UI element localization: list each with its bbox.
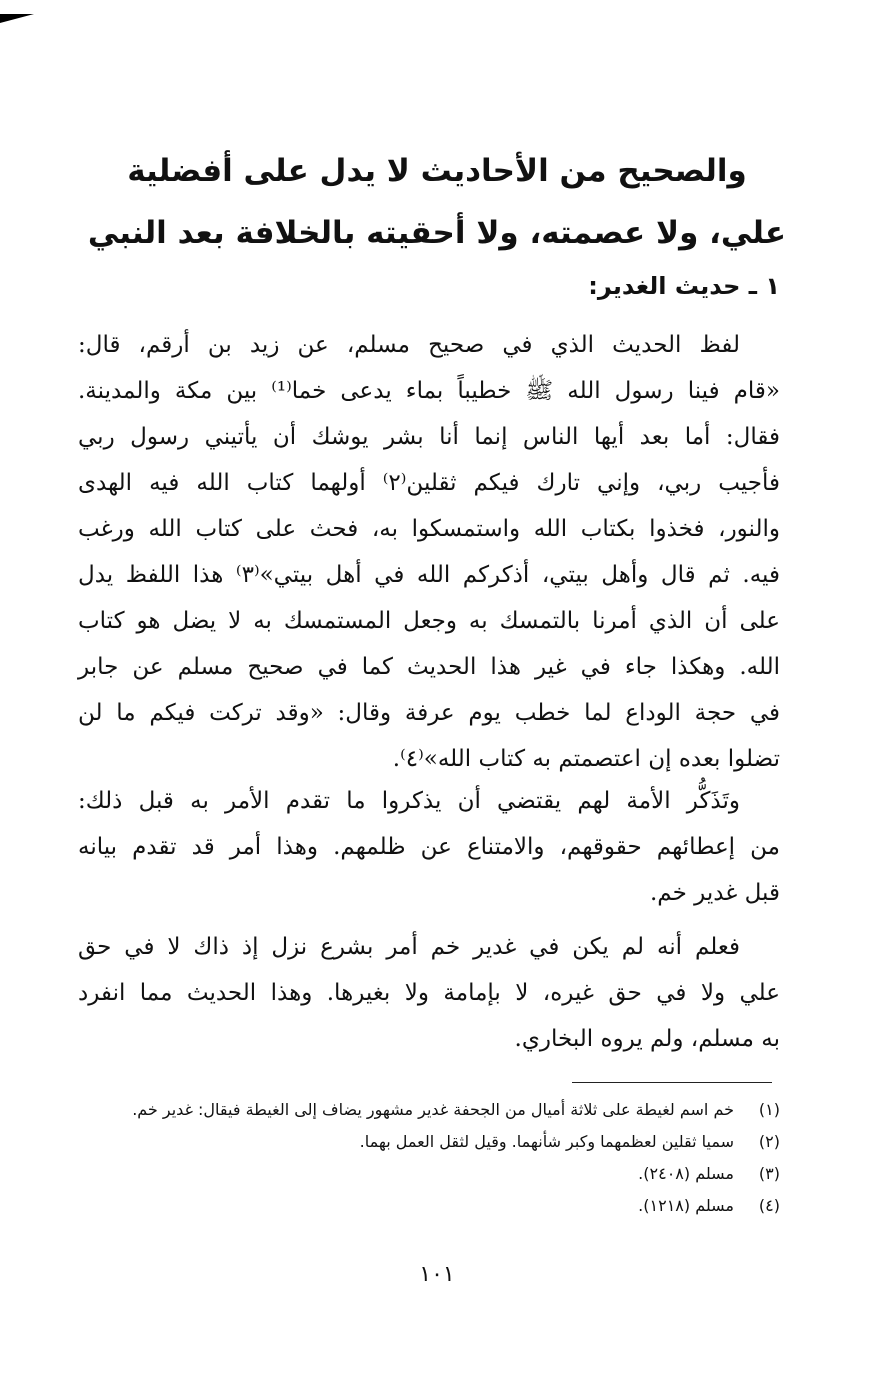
text-line: «قام فينا رسول الله ﷺ خطيباً بماء يدعى خما⁽¹⁾ بين مكة والمدينة. <box>78 378 780 404</box>
footnote-divider <box>572 1082 772 1083</box>
page-corner-mark <box>0 14 34 23</box>
footnote-text: سميا ثقلين لعظمهما وكبر شأنهما. وقيل لثقل العمل بهما. <box>359 1132 734 1151</box>
text-line: والنور، فخذوا بكتاب الله واستمسكوا به، فحث على كتاب الله ورغب <box>78 516 780 542</box>
footnote-1 <box>60 1094 780 1126</box>
text-line: فيه. ثم قال وأهل بيتي، أذكركم الله في أهل بيتي»⁽٣⁾ هذا اللفظ يدل <box>78 562 780 588</box>
chapter-title-line-1: والصحيح من الأحاديث لا يدل على أفضلية <box>127 153 747 189</box>
footnote-number: (٣) <box>758 1164 780 1183</box>
chapter-title-line-2: علي، ولا عصمته، ولا أحقيته بالخلافة بعد النبي <box>87 215 787 251</box>
footnote-text: مسلم (١٢١٨). <box>638 1196 734 1215</box>
text-line: فعلم أنه لم يكن في غدير خم أمر بشرع نزل إذ ذاك لا في حق <box>78 934 740 960</box>
footnote-text: مسلم (٢٤٠٨). <box>638 1164 734 1183</box>
text-line: به مسلم، ولم يروه البخاري. <box>514 1026 780 1052</box>
page-number: ١٠١ <box>419 1262 455 1287</box>
text-line: من إعطائهم حقوقهم، والامتناع عن ظلمهم. وهذا أمر قد تقدم بيانه <box>78 834 780 860</box>
text-line: فقال: أما بعد أيها الناس إنما أنا بشر يوشك أن يأتيني رسول ربي <box>78 424 780 450</box>
chapter-title <box>60 140 814 264</box>
text-line: تضلوا بعده إن اعتصمتم به كتاب الله»⁽٤⁾. <box>392 746 780 772</box>
footnote-text: خم اسم لغيطة على ثلاثة أميال من الجحفة غدير مشهور يضاف إلى الغيطة فيقال: غدير خم. <box>132 1100 734 1119</box>
footnote-number: (٤) <box>758 1196 780 1215</box>
text-line: في حجة الوداع لما خطب يوم عرفة وقال: «وقد تركت فيكم ما لن <box>78 700 780 726</box>
paragraph-2 <box>78 778 780 916</box>
footnote-number: (١) <box>758 1100 780 1119</box>
section-heading: ١ ـ حديث الغدير: <box>588 272 780 300</box>
text-line: لفظ الحديث الذي في صحيح مسلم، عن زيد بن أرقم، قال: <box>78 332 740 358</box>
footnotes <box>60 1094 780 1222</box>
footnote-number: (٢) <box>758 1132 780 1151</box>
paragraph-1 <box>78 322 780 782</box>
footnote-4 <box>60 1190 780 1222</box>
text-line: علي ولا في حق غيره، لا بإمامة ولا بغيرها. وهذا الحديث مما انفرد <box>78 980 780 1006</box>
text-line: وتَذَكُّر الأمة لهم يقتضي أن يذكروا ما تقدم الأمر به قبل ذلك: <box>78 788 740 814</box>
footnote-2 <box>60 1126 780 1158</box>
paragraph-3 <box>78 924 780 1062</box>
text-line: الله. وهكذا جاء في غير هذا الحديث كما في صحيح مسلم عن جابر <box>78 654 780 680</box>
text-line: فأجيب ربي، وإني تارك فيكم ثقلين⁽٢⁾ أولهما كتاب الله فيه الهدى <box>78 470 780 496</box>
text-line: على أن الذي أمرنا بالتمسك به وجعل المستمسك به لا يضل هو كتاب <box>78 608 780 634</box>
footnote-3 <box>60 1158 780 1190</box>
text-line: قبل غدير خم. <box>649 880 780 906</box>
